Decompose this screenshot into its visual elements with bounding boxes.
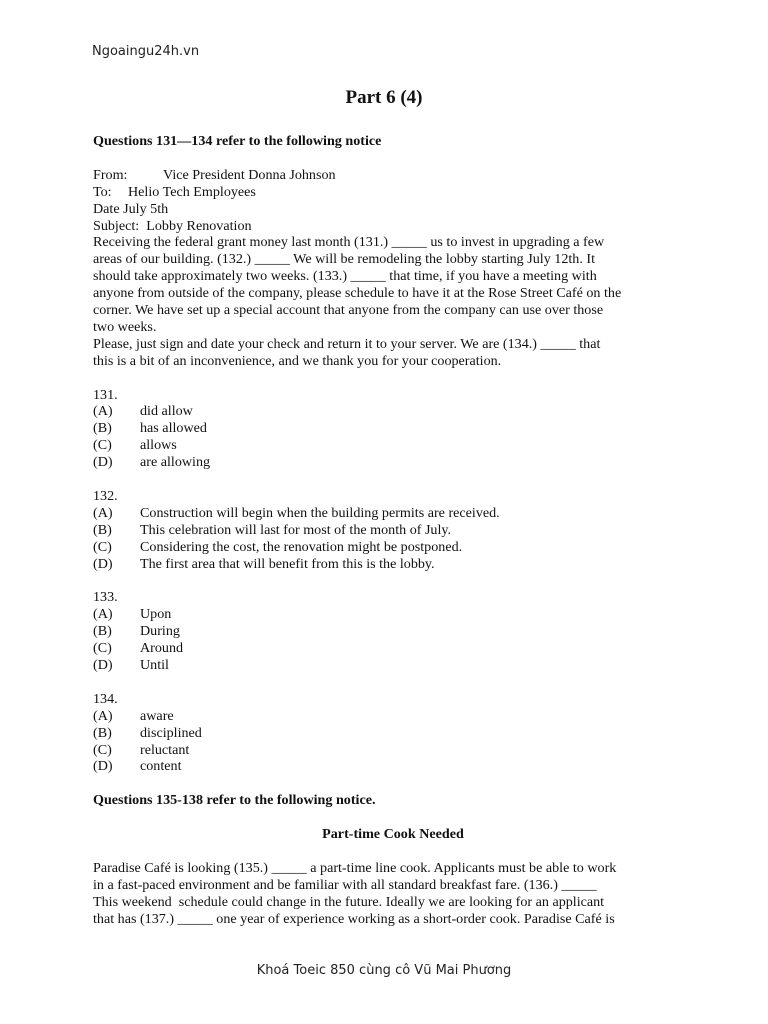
option-letter: (D)	[93, 454, 113, 471]
option-letter: (B)	[93, 623, 112, 640]
option-text: did allow	[140, 403, 193, 420]
answer-option[interactable]	[93, 725, 693, 742]
answer-option[interactable]	[93, 606, 693, 623]
option-text: reluctant	[140, 741, 190, 758]
answer-option[interactable]	[93, 623, 693, 640]
option-letter: (A)	[93, 403, 113, 420]
answer-option[interactable]	[93, 742, 693, 759]
option-text: Considering the cost, the renovation might be postponed.	[140, 538, 463, 555]
memo-from-value: Vice President Donna Johnson	[163, 166, 336, 183]
option-text: disciplined	[140, 724, 202, 741]
option-letter: (D)	[93, 555, 113, 572]
option-text: Until	[140, 657, 169, 674]
option-letter: (C)	[93, 538, 112, 555]
answer-option[interactable]	[93, 539, 693, 556]
memo-line: two weeks.	[93, 318, 157, 335]
option-text: allows	[140, 437, 177, 454]
option-letter: (D)	[93, 657, 113, 674]
memo-from-label: From:	[93, 166, 128, 183]
question-131	[93, 387, 693, 472]
option-text: Around	[140, 640, 184, 657]
notice-line: that has (137.) _____ one year of experience working as a short-order cook. Paradise Café is	[93, 910, 615, 927]
answer-option[interactable]	[93, 640, 693, 657]
option-letter: (C)	[93, 741, 112, 758]
page-title: Part 6 (4)	[345, 87, 423, 108]
answer-option[interactable]	[93, 556, 693, 573]
answer-option[interactable]	[93, 758, 693, 775]
option-text: The first area that will benefit from this is the lobby.	[140, 555, 435, 572]
answer-option[interactable]	[93, 454, 693, 471]
question-134	[93, 691, 693, 776]
page-footer: Khoá Toeic 850 cùng cô Vũ Mai Phương	[256, 963, 512, 978]
site-header: Ngoaingu24h.vn	[92, 44, 200, 59]
memo-line: should take approximately two weeks. (133.) _____ that time, if you have a meeting with	[93, 268, 597, 285]
option-text: Upon	[140, 606, 172, 623]
memo-to-label: To:	[93, 183, 112, 200]
memo-to-value: Helio Tech Employees	[128, 183, 256, 200]
section2-heading: Questions 135-138 refer to the following notice.	[93, 792, 376, 809]
answer-option[interactable]	[93, 420, 693, 437]
answer-option[interactable]	[93, 522, 693, 539]
option-text: are allowing	[140, 454, 211, 471]
option-letter: (B)	[93, 521, 112, 538]
option-text: During	[140, 623, 180, 640]
option-letter: (A)	[93, 606, 113, 623]
memo-line: Receiving the federal grant money last month (131.) _____ us to invest in upgrading a few	[93, 234, 605, 251]
memo-from	[93, 167, 693, 184]
notice-title: Part-time Cook Needed	[322, 826, 464, 843]
question-number: 132.	[93, 487, 118, 504]
answer-option[interactable]	[93, 708, 693, 725]
memo-line: Please, just sign and date your check and return it to your server. We are (134.) _____ that	[93, 335, 601, 352]
notice-line: Paradise Café is looking (135.) _____ a part-time line cook. Applicants must be able to work	[93, 859, 617, 876]
memo-line: areas of our building. (132.) _____ We will be remodeling the lobby starting July 12th. It	[93, 251, 595, 268]
memo-line: corner. We have set up a special account that anyone from the company can use over those	[93, 302, 604, 319]
question-number: 134.	[93, 690, 118, 707]
question-132	[93, 488, 693, 573]
option-text: This celebration will last for most of the month of July.	[140, 521, 452, 538]
answer-option[interactable]	[93, 403, 693, 420]
memo-to	[93, 184, 693, 201]
option-text: Construction will begin when the building permits are received.	[140, 504, 500, 521]
option-letter: (A)	[93, 504, 113, 521]
memo-date: Date July 5th	[93, 200, 169, 217]
memo-subject: Subject: Lobby Renovation	[93, 217, 252, 234]
notice-line: This weekend schedule could change in the future. Ideally we are looking for an applicant	[93, 893, 605, 910]
option-letter: (C)	[93, 640, 112, 657]
notice-line: in a fast-paced environment and be familiar with all standard breakfast fare. (136.) _____	[93, 876, 597, 893]
question-133	[93, 589, 693, 674]
section1-heading: Questions 131—134 refer to the following notice	[93, 133, 382, 149]
option-text: aware	[140, 707, 174, 724]
option-letter: (B)	[93, 420, 112, 437]
question-number: 133.	[93, 589, 118, 606]
option-letter: (D)	[93, 758, 113, 775]
option-letter: (A)	[93, 707, 113, 724]
option-text: has allowed	[140, 420, 207, 437]
memo-line: anyone from outside of the company, please schedule to have it at the Rose Street Café on the	[93, 285, 622, 302]
document-body	[93, 133, 693, 927]
answer-option[interactable]	[93, 437, 693, 454]
answer-option[interactable]	[93, 657, 693, 674]
option-text: content	[140, 758, 182, 775]
question-number: 131.	[93, 386, 118, 403]
option-letter: (B)	[93, 724, 112, 741]
answer-option[interactable]	[93, 505, 693, 522]
option-letter: (C)	[93, 437, 112, 454]
memo-line: this is a bit of an inconvenience, and we thank you for your cooperation.	[93, 352, 502, 369]
